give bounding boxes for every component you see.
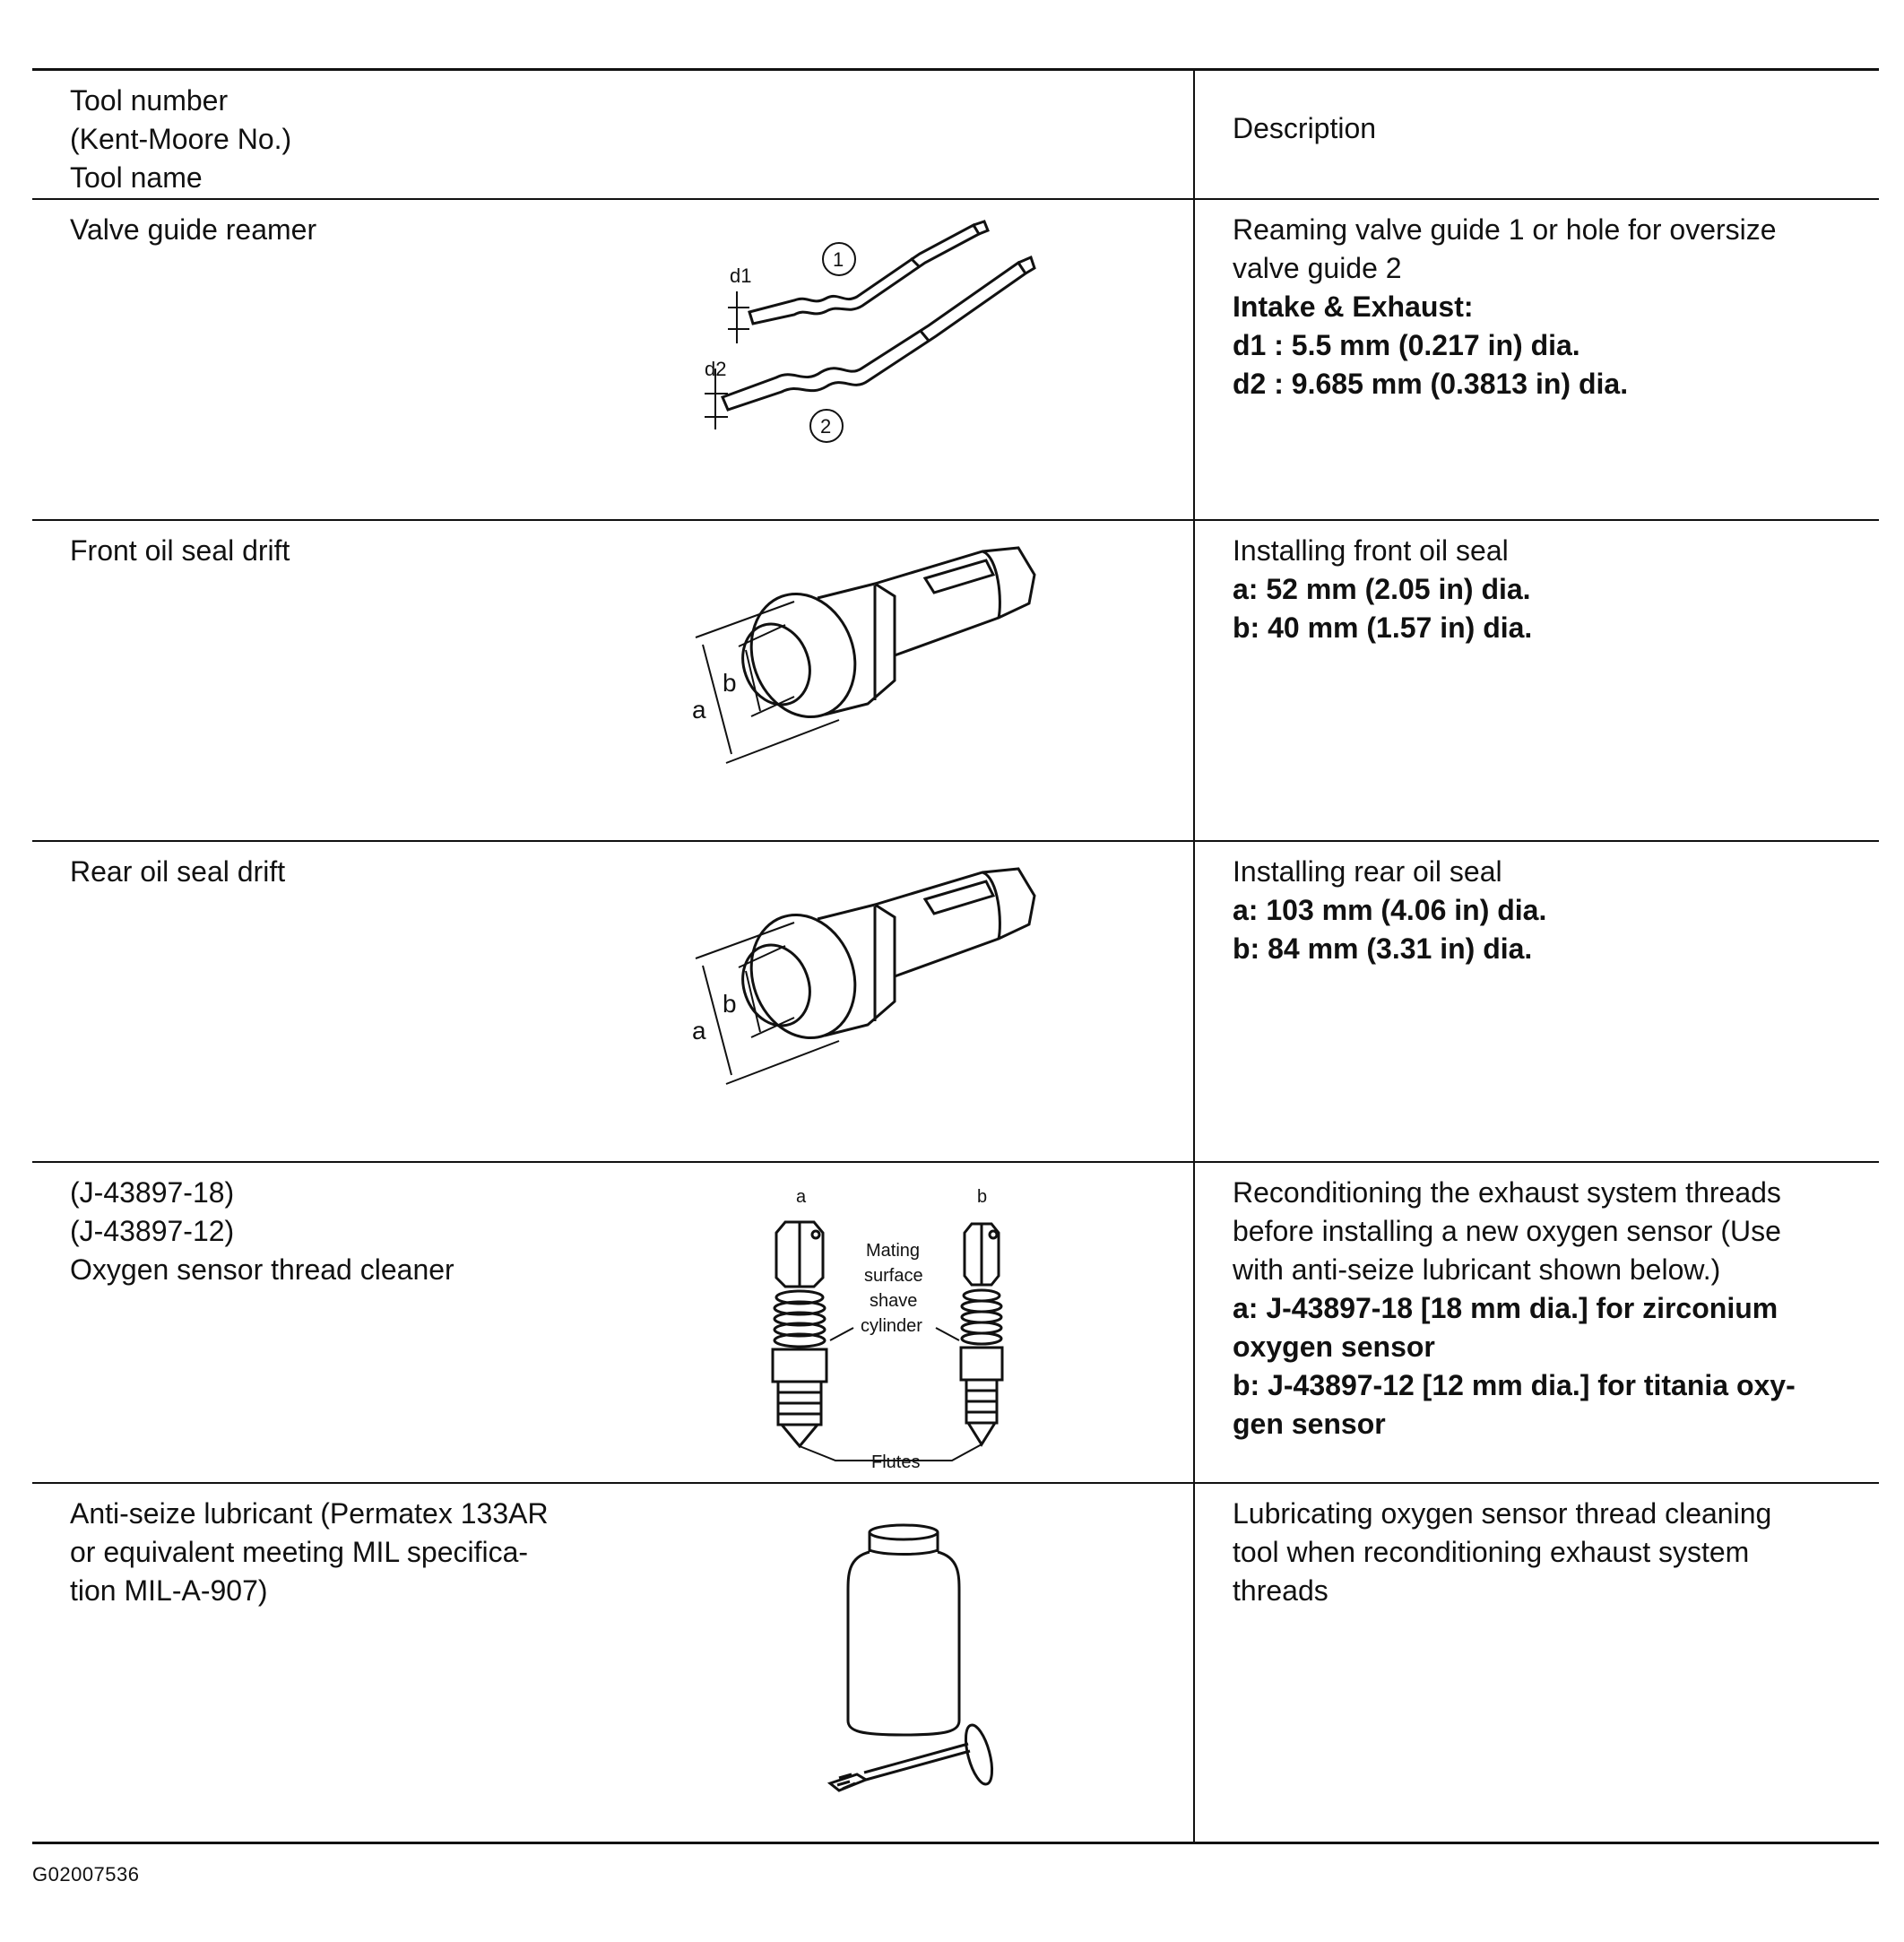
- header-description-column: [1194, 70, 1879, 199]
- label-flutes: Flutes: [871, 1452, 921, 1472]
- description-text: [1195, 842, 1879, 968]
- label-d2: d2: [705, 357, 727, 380]
- desc-line: Installing rear oil seal: [1233, 854, 1502, 888]
- tool-name-line: tion MIL-A-907): [70, 1574, 268, 1607]
- tool-cell: [32, 1162, 1194, 1483]
- tool-name: [70, 1174, 454, 1289]
- label-b: b: [723, 989, 737, 1018]
- desc-line-bold: a: 103 mm (4.06 in) dia.: [1233, 893, 1547, 926]
- description-text: [1195, 1163, 1879, 1443]
- desc-line: valve guide 2: [1233, 251, 1402, 284]
- header-description-label: Description: [1233, 112, 1377, 144]
- label-surface: surface: [864, 1265, 923, 1286]
- tool-name: [70, 1495, 549, 1610]
- tool-name-line: Front oil seal drift: [70, 533, 290, 567]
- figure-code: G02007536: [32, 1863, 140, 1886]
- valve-guide-reamer-illustration: [660, 218, 1036, 451]
- tool-name-line: Oxygen sensor thread cleaner: [70, 1253, 454, 1286]
- desc-line: threads: [1233, 1574, 1328, 1607]
- tool-name: [70, 532, 290, 570]
- label-shave: shave: [870, 1290, 918, 1311]
- leader-lines: [800, 1328, 982, 1461]
- anti-seize-lubricant-bottle-illustration: [812, 1520, 1027, 1798]
- description-cell: [1194, 1162, 1879, 1483]
- desc-line-bold: d2 : 9.685 mm (0.3813 in) dia.: [1233, 367, 1629, 400]
- dimension-d1: [728, 291, 749, 343]
- tool-name-line: (J-43897-12): [70, 1214, 235, 1247]
- label-cylinder: cylinder: [861, 1315, 922, 1336]
- tool-name-line: or equivalent meeting MIL specifica-: [70, 1535, 529, 1568]
- desc-line-bold: b: 84 mm (3.31 in) dia.: [1233, 932, 1533, 965]
- desc-line: tool when reconditioning exhaust system: [1233, 1535, 1750, 1568]
- tool-name-line: Rear oil seal drift: [70, 854, 286, 888]
- description-text: [1195, 1484, 1879, 1610]
- label-b: b: [977, 1186, 988, 1207]
- tool-cell: [32, 520, 1194, 841]
- table-row: [32, 1162, 1879, 1483]
- desc-line: Reconditioning the exhaust system threads: [1233, 1175, 1781, 1209]
- desc-line-bold: oxygen sensor: [1233, 1330, 1435, 1363]
- desc-line-bold: d1 : 5.5 mm (0.217 in) dia.: [1233, 328, 1580, 361]
- tool-cell: [32, 841, 1194, 1162]
- front-oil-seal-drift-illustration: [660, 539, 1054, 772]
- label-callout-1: 1: [833, 247, 844, 271]
- table-row: [32, 199, 1879, 520]
- desc-line: Installing front oil seal: [1233, 533, 1509, 567]
- label-callout-2: 2: [820, 414, 832, 438]
- thread-cleaner-a: [773, 1222, 827, 1446]
- reamer-2-shape: [723, 257, 1034, 410]
- table-row: [32, 841, 1879, 1162]
- bottle-shape: [848, 1525, 959, 1735]
- label-b: b: [723, 668, 737, 697]
- label-a: a: [796, 1186, 807, 1207]
- label-mating: Mating: [866, 1240, 921, 1261]
- tool-cell: [32, 199, 1194, 520]
- desc-line-bold: gen sensor: [1233, 1407, 1386, 1440]
- description-text: [1195, 521, 1879, 647]
- header-tool-name: Tool name: [70, 161, 203, 194]
- desc-line-bold: b: 40 mm (1.57 in) dia.: [1233, 611, 1533, 644]
- tool-name: [70, 853, 285, 891]
- header-tool-number: Tool number: [70, 84, 229, 117]
- thread-cleaner-b: [961, 1224, 1002, 1444]
- desc-line-bold: b: J-43897-12 [12 mm dia.] for titania oxy-: [1233, 1368, 1796, 1401]
- desc-line-bold: a: J-43897-18 [18 mm dia.] for zirconium: [1233, 1291, 1779, 1324]
- description-cell: [1194, 841, 1879, 1162]
- description-cell: [1194, 1483, 1879, 1843]
- table-header-row: [32, 70, 1879, 199]
- brush-shape: [830, 1722, 997, 1790]
- description-cell: [1194, 199, 1879, 520]
- tool-name: [70, 211, 316, 249]
- tool-cell: [32, 1483, 1194, 1843]
- label-d1: d1: [730, 264, 752, 287]
- table-row: [32, 1483, 1879, 1843]
- desc-line: before installing a new oxygen sensor (Use: [1233, 1214, 1781, 1247]
- desc-line: Lubricating oxygen sensor thread cleaning: [1233, 1496, 1772, 1530]
- dimension-lines: [696, 602, 839, 763]
- tool-name-line: (J-43897-18): [70, 1175, 235, 1209]
- description-text: [1195, 200, 1879, 403]
- desc-line-bold: a: 52 mm (2.05 in) dia.: [1233, 572, 1531, 605]
- desc-line-bold: Intake & Exhaust:: [1233, 290, 1474, 323]
- tool-name-line: Valve guide reamer: [70, 212, 317, 246]
- rear-oil-seal-drift-illustration: [660, 860, 1054, 1093]
- desc-line: Reaming valve guide 1 or hole for oversize: [1233, 212, 1777, 246]
- tool-name-line: Anti-seize lubricant (Permatex 133AR: [70, 1496, 549, 1530]
- table-row: [32, 520, 1879, 841]
- header-tool-column: [32, 70, 1194, 199]
- header-tool-label: [70, 82, 291, 197]
- desc-line: with anti-seize lubricant shown below.): [1233, 1253, 1721, 1286]
- label-a: a: [692, 695, 706, 724]
- special-service-tools-table: [32, 68, 1879, 1844]
- oxygen-sensor-thread-cleaner-illustration: [740, 1177, 1036, 1482]
- header-kent-moore: (Kent-Moore No.): [70, 123, 292, 155]
- label-a: a: [692, 1016, 706, 1045]
- dimension-lines: [696, 923, 839, 1084]
- description-cell: [1194, 520, 1879, 841]
